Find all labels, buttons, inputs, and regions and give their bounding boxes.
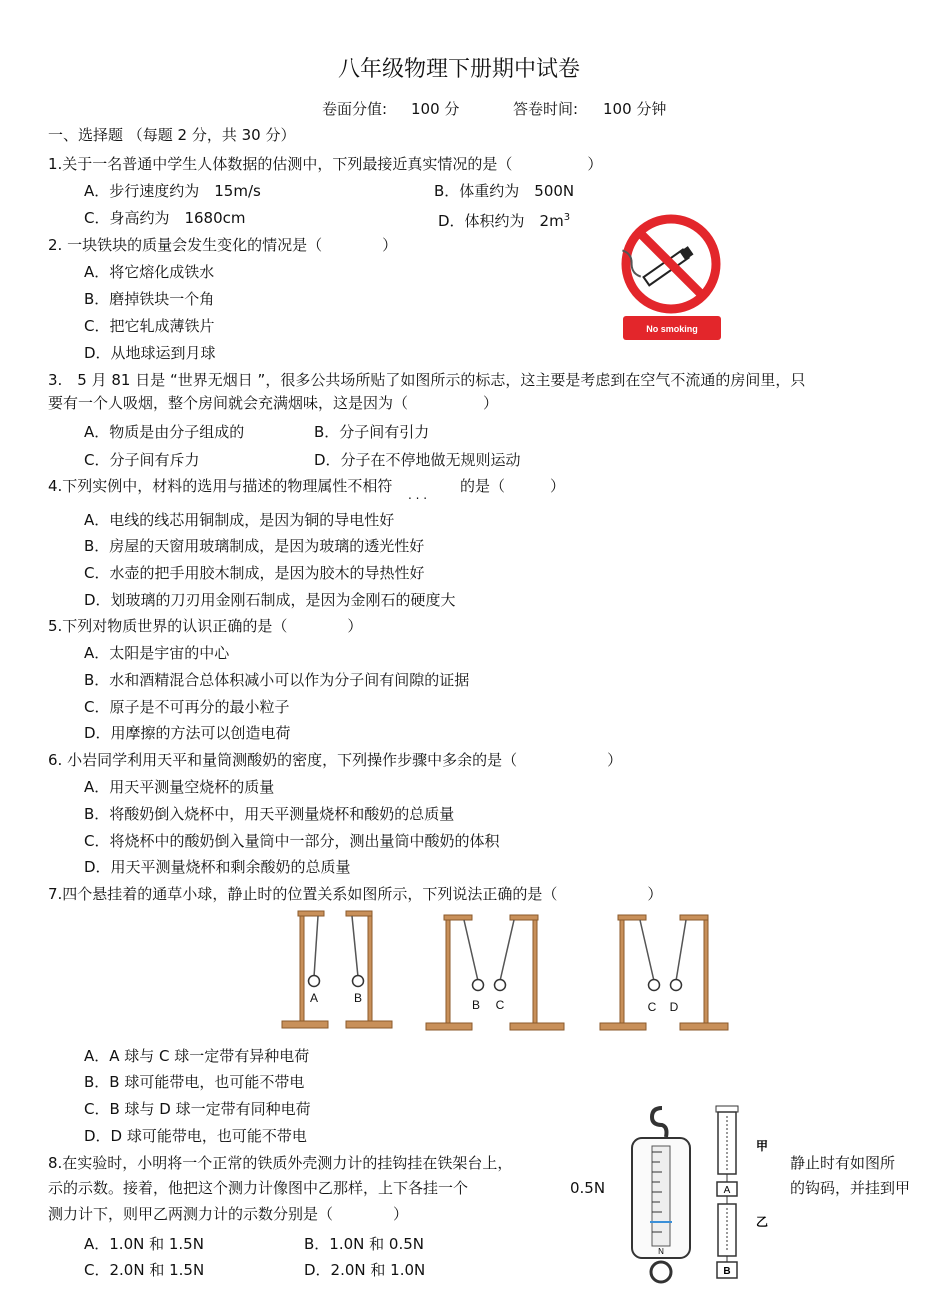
- q7-option-d: D．D 球可能带电，也可能不带电: [84, 1127, 307, 1145]
- scale-unit-label: N: [658, 1247, 664, 1256]
- q2-option-c: C．把它轧成薄铁片: [84, 317, 215, 335]
- q6-option-b: B．将酸奶倒入烧杯中，用天平测量烧杯和酸奶的总质量: [84, 805, 455, 823]
- q7-option-c: C．B 球与 D 球一定带有同种电荷: [84, 1100, 311, 1118]
- q5-option-c: C．原子是不可再分的最小粒子: [84, 698, 290, 716]
- q6-option-c: C．将烧杯中的酸奶倒入量筒中一部分，测出量筒中酸奶的体积: [84, 832, 500, 850]
- q4-option-d: D．划玻璃的刀刃用金刚石制成，是因为金刚石的硬度大: [84, 591, 456, 609]
- q8-line2-mid: 0.5N: [570, 1179, 606, 1197]
- q1-stem: 1.关于一名普通中学生人体数据的估测中，下列最接近真实情况的是（ ）: [48, 155, 603, 173]
- q8-line3: 测力计下，则甲乙两测力计的示数分别是（ ）: [48, 1205, 409, 1223]
- ball-label-b: B: [353, 991, 363, 1005]
- no-smoking-sign: [615, 212, 727, 346]
- q1-option-c: C．身高约为 1680cm: [84, 209, 246, 227]
- q3-option-b: B．分子间有引力: [314, 423, 430, 441]
- q4-option-b: B．房屋的天窗用玻璃制成，是因为玻璃的透光性好: [84, 537, 425, 555]
- q4-option-c: C．水壶的把手用胶木制成，是因为胶木的导热性好: [84, 564, 425, 582]
- q8-line1-a: 8.在实验时，小明将一个正常的铁质外壳测力计的挂钩挂在铁架台上，: [48, 1154, 513, 1172]
- ball-label-d: D: [669, 1000, 679, 1014]
- q4-emphasis-dots: . . .: [408, 488, 428, 502]
- sign-label: No smoking: [646, 324, 698, 334]
- q7-option-b: B．B 球可能带电，也可能不带电: [84, 1073, 305, 1091]
- q6-option-a: A．用天平测量空烧杯的质量: [84, 778, 275, 796]
- score-label: 卷面分值:: [322, 100, 388, 118]
- q8-option-c: C．2.0N 和 1.5N: [84, 1261, 205, 1279]
- q2-stem: 2. 一块铁块的质量会发生变化的情况是（ ）: [48, 236, 398, 254]
- ball-label-b2: B: [471, 998, 481, 1012]
- q4-stem-a: 4.下列实例中，材料的选用与描述的物理属性不相符: [48, 477, 393, 495]
- scale-jia-label: 甲: [756, 1139, 769, 1153]
- q4-stem-b: 的是（ ）: [460, 477, 566, 495]
- q3-stem-line1: 3. 5 月 81 日是 “世界无烟日 ”，很多公共场所贴了如图所示的标志，这主要是考虑到在空气不流通的房间里，只: [48, 371, 806, 389]
- score-value: 100 分: [411, 100, 460, 118]
- q1-option-d-text: D．体积约为 2m: [438, 212, 564, 230]
- q6-option-d: D．用天平测量烧杯和剩余酸奶的总质量: [84, 858, 351, 876]
- q3-option-d: D．分子在不停地做无规则运动: [314, 451, 521, 469]
- q8-option-b: B．1.0N 和 0.5N: [304, 1235, 424, 1253]
- q1-option-d-sup: 3: [563, 212, 571, 223]
- q5-option-d: D．用摩擦的方法可以创造电荷: [84, 724, 291, 742]
- q2-option-b: B．磨掉铁块一个角: [84, 290, 215, 308]
- q8-option-d: D．2.0N 和 1.0N: [304, 1261, 426, 1279]
- q3-stem-line2: 要有一个人吸烟，整个房间就会充满烟味，这是因为（ ）: [48, 394, 499, 412]
- q7-stem: 7.四个悬挂着的通草小球，静止时的位置关系如图所示，下列说法正确的是（ ）: [48, 885, 663, 903]
- q2-option-a: A．将它熔化成铁水: [84, 263, 215, 281]
- ball-label-c2: C: [647, 1000, 657, 1014]
- time-label: 答卷时间:: [513, 100, 579, 118]
- ball-label-a: A: [309, 991, 319, 1005]
- q8-line1-b: 静止时有如图所: [790, 1154, 896, 1172]
- section-heading: 一、选择题 （每题 2 分，共 30 分）: [48, 126, 296, 144]
- q3-option-c: C．分子间有斥力: [84, 451, 200, 469]
- q2-option-d: D．从地球运到月球: [84, 344, 216, 362]
- weight-b-label: B: [723, 1266, 731, 1277]
- ball-label-c: C: [495, 998, 505, 1012]
- q8-line2-a: 示的示数。接着，他把这个测力计像图中乙那样，上下各挂一个: [48, 1179, 469, 1197]
- spring-scale-figure: [618, 1102, 778, 1284]
- q1-option-b: B．体重约为 500N: [434, 182, 575, 200]
- q5-option-a: A．太阳是宇宙的中心: [84, 644, 230, 662]
- q1-option-a: A．步行速度约为 15m/s: [84, 182, 261, 200]
- page-title: 八年级物理下册期中试卷: [338, 57, 581, 82]
- q6-stem: 6. 小岩同学利用天平和量筒测酸奶的密度，下列操作步骤中多余的是（ ）: [48, 751, 623, 769]
- time-value: 100 分钟: [603, 100, 667, 118]
- weight-a-label: A: [723, 1185, 731, 1196]
- q8-line2-b: 的钩码，并挂到甲: [790, 1179, 911, 1197]
- q1-option-d: [438, 208, 570, 231]
- q7-option-a: A．A 球与 C 球一定带有异种电荷: [84, 1047, 310, 1065]
- q3-option-a: A．物质是由分子组成的: [84, 423, 245, 441]
- scale-yi-label: 乙: [756, 1215, 769, 1229]
- q4-option-a: A．电线的线芯用铜制成，是因为铜的导电性好: [84, 511, 395, 529]
- q5-option-b: B．水和酒精混合总体积减小可以作为分子间有间隙的证据: [84, 671, 470, 689]
- q5-stem: 5.下列对物质世界的认识正确的是（ ）: [48, 617, 363, 635]
- q8-option-a: A．1.0N 和 1.5N: [84, 1235, 204, 1253]
- q7-pendulum-figure: [278, 905, 733, 1035]
